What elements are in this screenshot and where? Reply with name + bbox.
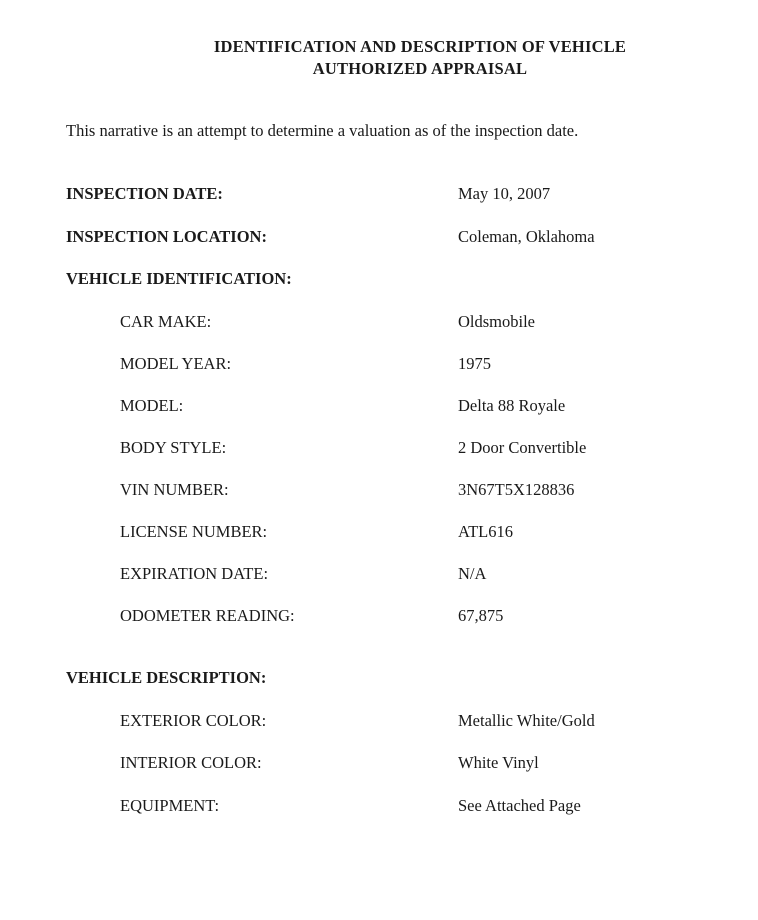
inspection-date-label: INSPECTION DATE:: [66, 184, 223, 203]
car-make-label: CAR MAKE:: [120, 312, 212, 331]
exterior-color-value: Metallic White/Gold: [458, 711, 595, 730]
model-label: MODEL:: [120, 396, 184, 415]
body-style-label: BODY STYLE:: [120, 438, 227, 457]
car-make-value: Oldsmobile: [458, 312, 535, 331]
list-item: [0, 711, 758, 733]
equipment-label: EQUIPMENT:: [120, 796, 220, 815]
list-item: [0, 438, 758, 460]
vehicle-description-heading: VEHICLE DESCRIPTION:: [66, 668, 267, 687]
model-value: Delta 88 Royale: [458, 396, 566, 415]
interior-color-value: White Vinyl: [458, 753, 539, 772]
list-item: [0, 354, 758, 376]
inspection-location-label: INSPECTION LOCATION:: [66, 227, 267, 246]
interior-color-label: INTERIOR COLOR:: [120, 753, 262, 772]
list-item: [0, 522, 758, 544]
odometer-reading-label: ODOMETER READING:: [120, 606, 295, 625]
exterior-color-label: EXTERIOR COLOR:: [120, 711, 267, 730]
inspection-location-value: Coleman, Oklahoma: [458, 227, 595, 246]
inspection-location-row: [0, 227, 758, 249]
vehicle-description-heading-row: [0, 668, 758, 690]
list-item: [0, 606, 758, 628]
model-year-value: 1975: [458, 354, 491, 373]
vin-number-value: 3N67T5X128836: [458, 480, 575, 499]
vehicle-identification-heading: VEHICLE IDENTIFICATION:: [66, 269, 292, 288]
expiration-date-label: EXPIRATION DATE:: [120, 564, 269, 583]
document-title: IDENTIFICATION AND DESCRIPTION OF VEHICLE: [213, 37, 627, 56]
list-item: [0, 312, 758, 334]
list-item: [0, 396, 758, 418]
license-number-label: LICENSE NUMBER:: [120, 522, 268, 541]
equipment-value: See Attached Page: [458, 796, 581, 815]
inspection-date-row: [0, 184, 758, 206]
list-item: [0, 796, 758, 818]
vin-number-label: VIN NUMBER:: [120, 480, 229, 499]
model-year-label: MODEL YEAR:: [120, 354, 232, 373]
list-item: [0, 753, 758, 775]
body-style-value: 2 Door Convertible: [458, 438, 587, 457]
document-subtitle: AUTHORIZED APPRAISAL: [312, 59, 528, 78]
license-number-value: ATL616: [458, 522, 513, 541]
vehicle-identification-heading-row: [0, 269, 758, 291]
intro-paragraph: This narrative is an attempt to determine a valuation as of the inspection date.: [66, 121, 579, 140]
odometer-reading-value: 67,875: [458, 606, 504, 625]
expiration-date-value: N/A: [458, 564, 487, 583]
list-item: [0, 564, 758, 586]
list-item: [0, 480, 758, 502]
inspection-date-value: May 10, 2007: [458, 184, 551, 203]
